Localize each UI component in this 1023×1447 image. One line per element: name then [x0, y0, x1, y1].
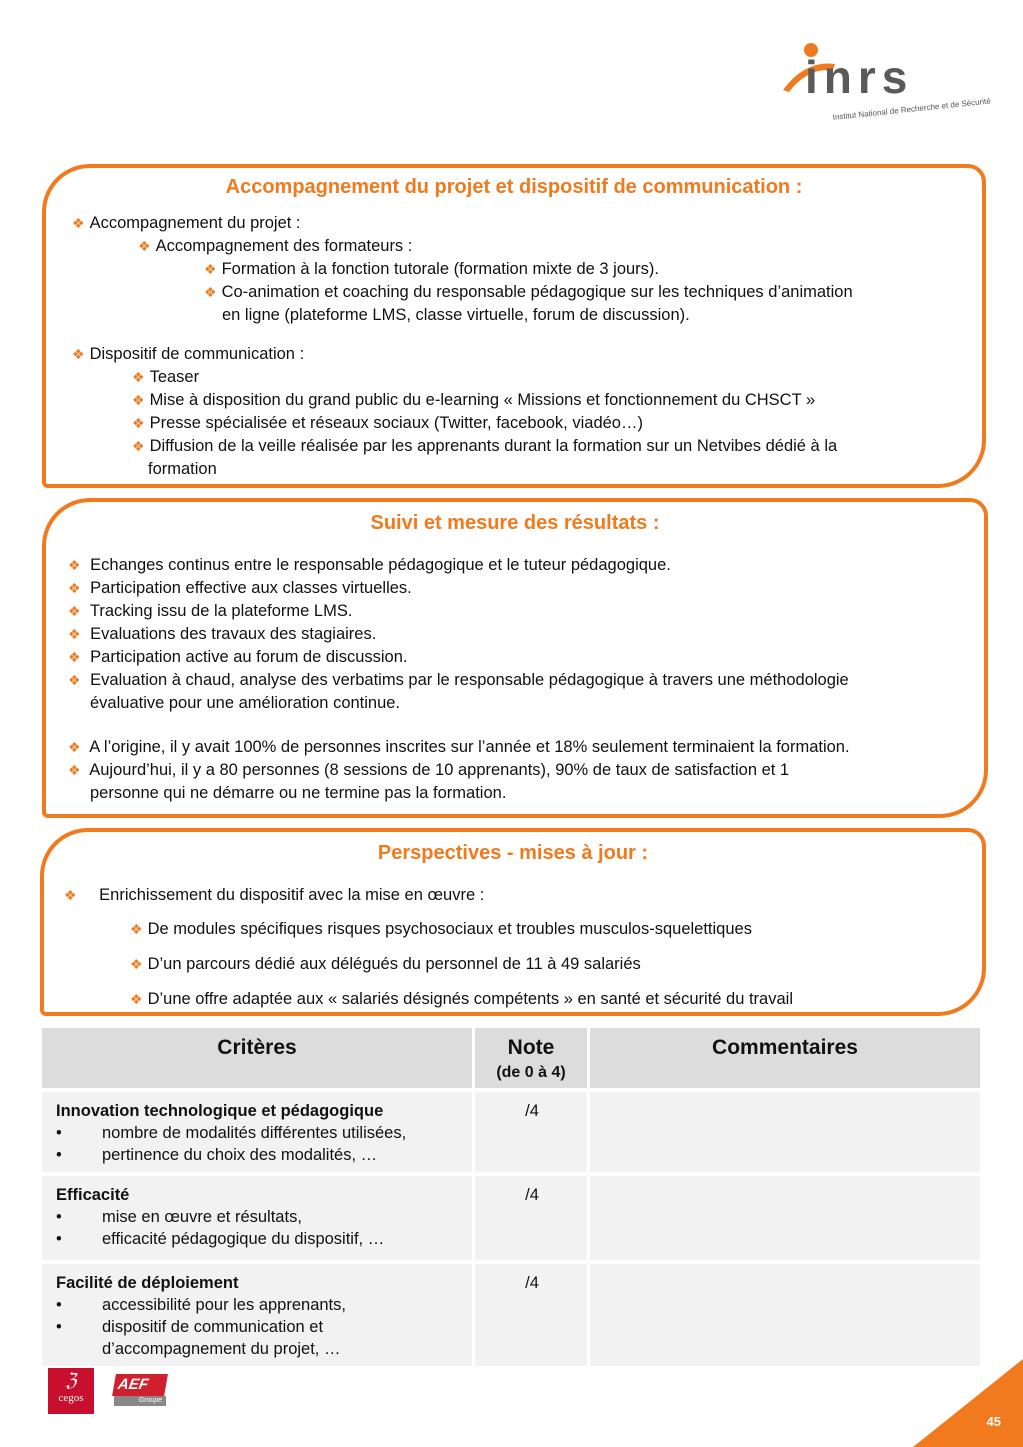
diamond-bullet-icon: ❖ — [68, 626, 81, 642]
note-cell: /4 — [475, 1260, 590, 1366]
criteria-bullet: • accessibilité pour les apprenants, — [56, 1296, 346, 1314]
diamond-bullet-icon: ❖ — [72, 346, 85, 362]
comments-cell — [590, 1088, 980, 1172]
diamond-bullet-icon: ❖ — [204, 261, 217, 277]
comments-cell — [590, 1172, 980, 1260]
diamond-bullet-icon: ❖ — [68, 557, 81, 573]
list-item: ❖ Diffusion de la veille réalisée par les apprenants durant la formation sur un Netvibes dédié à la — [132, 437, 838, 455]
list-item: ❖ Mise à disposition du grand public du e-learning « Missions et fonctionnement du CHSCT » — [132, 391, 816, 409]
diamond-bullet-icon: ❖ — [68, 762, 81, 778]
diamond-bullet-icon: ❖ — [130, 956, 143, 972]
list-item: ❖ Co-animation et coaching du responsable pédagogique sur les techniques d’animation — [204, 283, 853, 301]
criteria-title: Facilité de déploiement — [56, 1274, 239, 1292]
list-item: ❖ A l’origine, il y avait 100% de personnes inscrites sur l’année et 18% seulement terminaient la formation. — [68, 738, 850, 756]
header-criteria: Critères — [42, 1028, 475, 1088]
table-row — [42, 1260, 980, 1366]
list-item: ❖ Participation active au forum de discussion. — [68, 648, 408, 666]
header-note: Note (de 0 à 4) — [475, 1028, 590, 1088]
diamond-bullet-icon: ❖ — [130, 921, 143, 937]
criteria-title: Efficacité — [56, 1186, 130, 1204]
list-item: ❖ D’une offre adaptée aux « salariés désignés compétents » en santé et sécurité du travail — [130, 990, 793, 1008]
criteria-title: Innovation technologique et pédagogique — [56, 1102, 384, 1120]
criteria-cell — [42, 1172, 475, 1260]
criteria-bullet: • pertinence du choix des modalités, … — [56, 1146, 378, 1164]
list-item: ❖ Teaser — [132, 368, 200, 386]
page-number: 45 — [986, 1414, 1001, 1429]
note-cell: /4 — [475, 1088, 590, 1172]
list-item: ❖ Formation à la fonction tutorale (formation mixte de 3 jours). — [204, 260, 660, 278]
svg-text:Institut National de Recherche: Institut National de Recherche et de Sécurité — [832, 96, 992, 122]
page-corner — [913, 1359, 1023, 1447]
section-title: Perspectives - mises à jour : — [377, 842, 649, 864]
diamond-bullet-icon: ❖ — [130, 991, 143, 1007]
header-comments: Commentaires — [590, 1028, 980, 1088]
criteria-cell — [42, 1088, 475, 1172]
section-title: Accompagnement du projet et dispositif de communication : — [225, 176, 803, 198]
list-item-continuation: personne qui ne démarre ou ne termine pas la formation. — [90, 784, 507, 802]
header-note-sub: (de 0 à 4) — [496, 1064, 566, 1081]
section-accompagnement — [42, 164, 986, 488]
list-item-continuation: en ligne (plateforme LMS, classe virtuelle, forum de discussion). — [222, 306, 690, 324]
section-suivi — [42, 498, 988, 818]
diamond-bullet-icon: ❖ — [132, 415, 145, 431]
list-item: ❖ Aujourd’hui, il y a 80 personnes (8 sessions de 10 apprenants), 90% de taux de satisfaction et 1 — [68, 761, 790, 779]
diamond-bullet-icon: ❖ — [64, 887, 77, 903]
list-item: ❖ Tracking issu de la plateforme LMS. — [68, 602, 353, 620]
note-cell: /4 — [475, 1172, 590, 1260]
list-item-continuation: évaluative pour une amélioration continue. — [90, 694, 401, 712]
list-item: ❖ De modules spécifiques risques psychosociaux et troubles musculos-squelettiques — [130, 920, 752, 938]
diamond-bullet-icon: ❖ — [138, 238, 151, 254]
table-row — [42, 1088, 980, 1172]
list-item: ❖ Presse spécialisée et réseaux sociaux (Twitter, facebook, viadéo…) — [132, 414, 643, 432]
list-item: ❖ Enrichissement du dispositif avec la mise en œuvre : — [64, 886, 485, 904]
diamond-bullet-icon: ❖ — [132, 392, 145, 408]
criteria-bullet: • efficacité pédagogique du dispositif, … — [56, 1230, 385, 1248]
criteria-bullet: • nombre de modalités différentes utilisées, — [56, 1124, 407, 1142]
diamond-bullet-icon: ❖ — [132, 438, 145, 454]
diamond-bullet-icon: ❖ — [68, 739, 81, 755]
list-item: ❖ Participation effective aux classes virtuelles. — [68, 579, 412, 597]
inrs-logo — [775, 38, 995, 128]
criteria-bullet: • mise en œuvre et résultats, — [56, 1208, 302, 1226]
diamond-bullet-icon: ❖ — [68, 649, 81, 665]
list-item: ❖ Dispositif de communication : — [72, 345, 305, 363]
section-perspectives — [40, 828, 986, 1016]
criteria-bullet: • dispositif de communication et d’accompagnement du projet, … — [56, 1318, 341, 1358]
list-item: ❖ Accompagnement du projet : — [72, 214, 301, 232]
list-item: ❖ Accompagnement des formateurs : — [138, 237, 413, 255]
aef-logo: AEF Groupe — [114, 1374, 166, 1410]
diamond-bullet-icon: ❖ — [68, 580, 81, 596]
svg-text:inrs: inrs — [805, 51, 914, 103]
section-title: Suivi et mesure des résultats : — [370, 512, 660, 534]
list-item-continuation: formation — [148, 460, 217, 478]
diamond-bullet-icon: ❖ — [132, 369, 145, 385]
criteria-cell — [42, 1260, 475, 1366]
diamond-bullet-icon: ❖ — [72, 215, 85, 231]
list-item: ❖ Echanges continus entre le responsable pédagogique et le tuteur pédagogique. — [68, 556, 671, 574]
table-row — [42, 1172, 980, 1260]
list-item: ❖ Evaluation à chaud, analyse des verbatims par le responsable pédagogique à travers une méthodologie — [68, 671, 849, 689]
diamond-bullet-icon: ❖ — [68, 672, 81, 688]
diamond-bullet-icon: ❖ — [68, 603, 81, 619]
evaluation-table — [42, 1028, 980, 1366]
diamond-bullet-icon: ❖ — [204, 284, 217, 300]
comments-cell — [590, 1260, 980, 1366]
cegos-logo: ℨ cegos — [48, 1368, 94, 1414]
list-item: ❖ Evaluations des travaux des stagiaires. — [68, 625, 377, 643]
list-item: ❖ D’un parcours dédié aux délégués du personnel de 11 à 49 salariés — [130, 955, 641, 973]
